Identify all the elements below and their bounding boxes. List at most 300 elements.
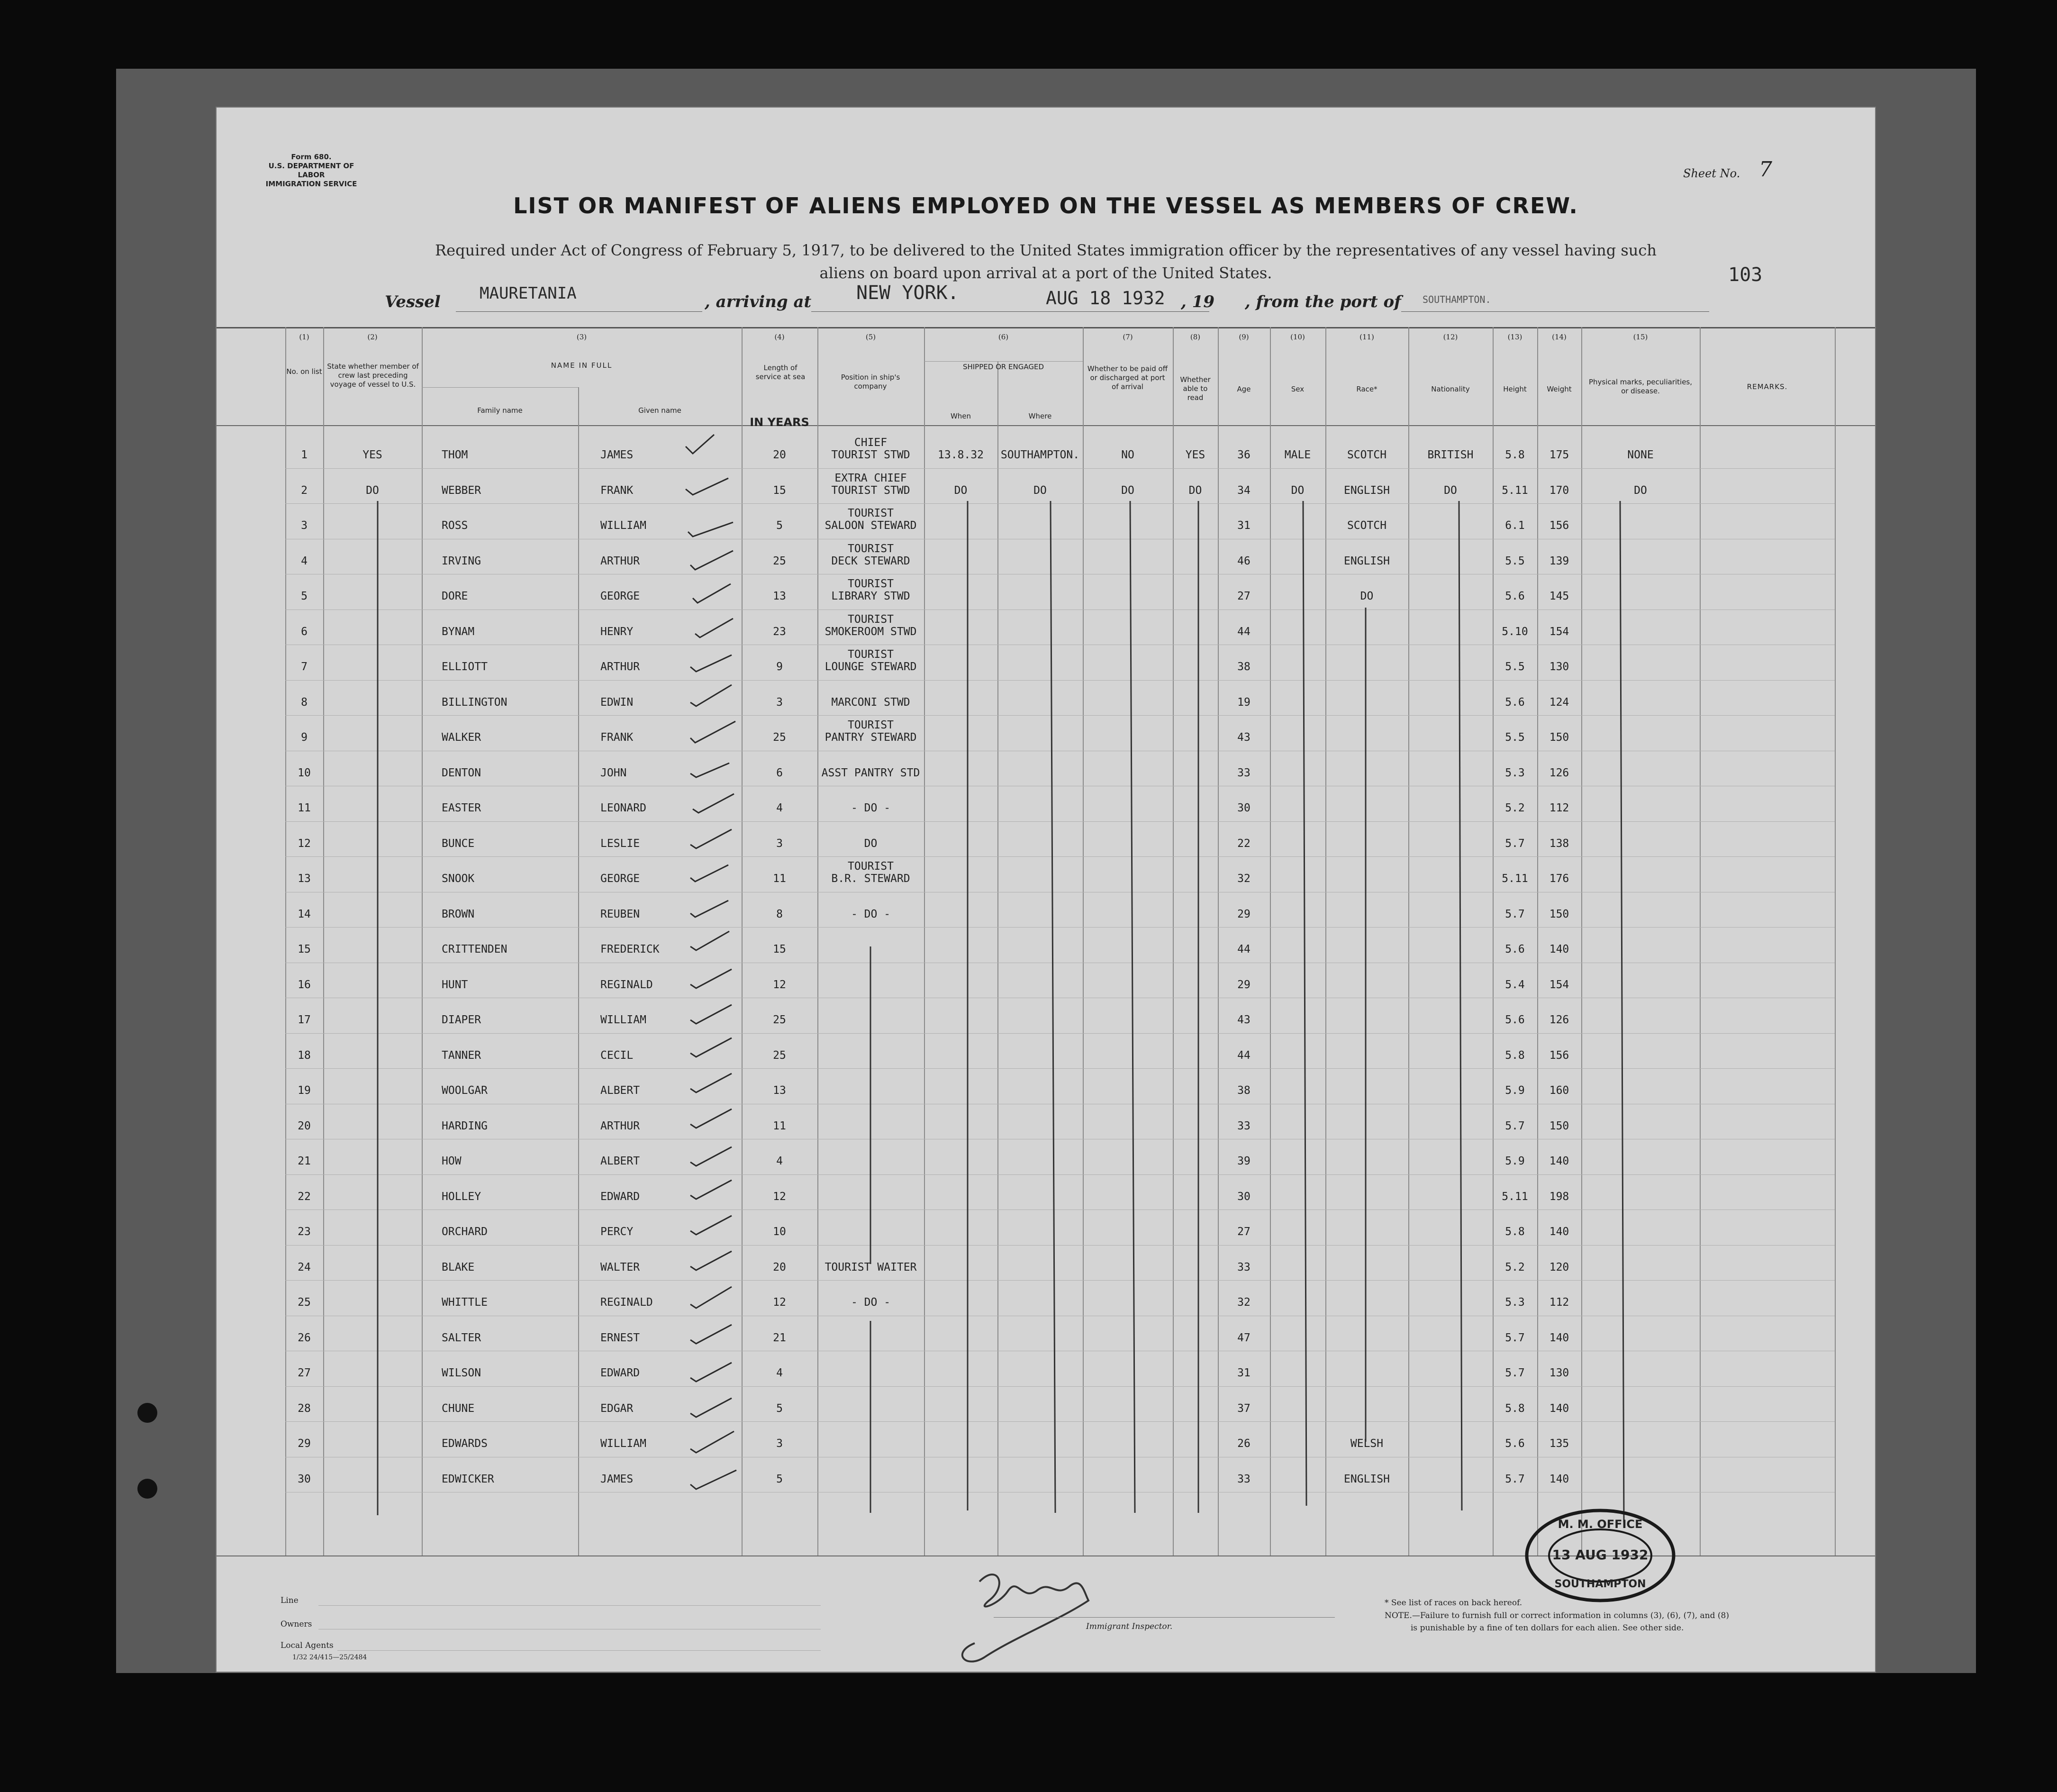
- cell-given: LEONARD: [600, 802, 646, 814]
- cell-years: 25: [773, 555, 786, 567]
- cell-years: 20: [773, 449, 786, 461]
- stamp-date: 13 AUG 1932: [1552, 1547, 1649, 1563]
- cell-no: 27: [298, 1367, 311, 1379]
- cell-when: 13.8.32: [938, 449, 984, 461]
- col-head-family: Family name: [477, 406, 523, 415]
- col-head-when: When: [950, 412, 971, 420]
- ditto-lines: [217, 108, 1875, 1672]
- cell-given: PERCY: [600, 1226, 634, 1238]
- cell-age: 29: [1237, 908, 1251, 920]
- inspector-label: Immigrant Inspector.: [1086, 1622, 1173, 1631]
- cell-given: FRANK: [600, 731, 634, 744]
- cell-race: ENGLISH: [1344, 1473, 1390, 1485]
- cell-race: DO: [1360, 590, 1374, 602]
- stamp-bottom: SOUTHAMPTON: [1554, 1578, 1646, 1590]
- cell-family: WEBBER: [442, 484, 481, 497]
- cell-position: TOURIST: [848, 578, 894, 590]
- cell-years: 3: [776, 696, 783, 709]
- cell-position: TOURIST: [848, 719, 894, 731]
- col-num-4: (4): [774, 333, 785, 341]
- cell-race: ENGLISH: [1344, 484, 1390, 497]
- col-head-no: No. on list: [286, 367, 322, 376]
- cell-years: 5: [776, 519, 783, 532]
- cell-family: BYNAM: [442, 625, 475, 638]
- cell-age: 32: [1237, 873, 1251, 885]
- cell-years: 3: [776, 1437, 783, 1450]
- cell-no: 22: [298, 1190, 311, 1203]
- cell-where: DO: [1033, 484, 1047, 497]
- col-head-sex: Sex: [1291, 385, 1305, 393]
- cell-family: HARDING: [442, 1119, 488, 1132]
- cell-where: SOUTHAMPTON.: [1000, 449, 1080, 461]
- cell-years: 15: [773, 484, 786, 497]
- cell-no: 30: [298, 1473, 311, 1485]
- cell-age: 29: [1237, 978, 1251, 991]
- cell-no: 7: [301, 661, 308, 673]
- cell-age: 19: [1237, 696, 1251, 709]
- cell-no: 18: [298, 1049, 311, 1062]
- cell-weight: 135: [1549, 1437, 1569, 1450]
- cell-given: FRANK: [600, 484, 634, 497]
- cell-read: DO: [1188, 484, 1202, 497]
- cell-height: 5.11: [1502, 1190, 1528, 1203]
- cell-position: DECK STEWARD: [831, 555, 910, 567]
- cell-weight: 156: [1549, 519, 1569, 532]
- cell-no: 14: [298, 908, 311, 920]
- col-num-10: (10): [1290, 333, 1305, 341]
- cell-position: LIBRARY STWD: [831, 590, 910, 602]
- cell-height: 5.3: [1505, 1296, 1525, 1309]
- office-stamp: [1524, 1508, 1676, 1603]
- cell-weight: 160: [1549, 1084, 1569, 1097]
- cell-age: 38: [1237, 661, 1251, 673]
- cell-given: ERNEST: [600, 1331, 640, 1344]
- col-num-14: (14): [1552, 333, 1567, 341]
- cell-weight: 140: [1549, 1402, 1569, 1415]
- cell-years: 6: [776, 766, 783, 779]
- cell-given: EDWARD: [600, 1190, 640, 1203]
- cell-years: 25: [773, 1014, 786, 1026]
- cell-position: ASST PANTRY STD: [821, 766, 920, 779]
- cell-weight: 156: [1549, 1049, 1569, 1062]
- cell-weight: 150: [1549, 731, 1569, 744]
- year-label: , 19: [1181, 292, 1214, 311]
- cell-family: SALTER: [442, 1331, 481, 1344]
- race-note: * See list of races on back hereof.: [1385, 1598, 1522, 1608]
- cell-weight: 140: [1549, 1226, 1569, 1238]
- cell-years: 4: [776, 1155, 783, 1167]
- cell-position: TOURIST STWD: [831, 449, 910, 461]
- cell-years: 10: [773, 1226, 786, 1238]
- cell-weight: 140: [1549, 1331, 1569, 1344]
- cell-age: 43: [1237, 731, 1251, 744]
- cell-position: TOURIST: [848, 860, 894, 873]
- cell-position: B.R. STEWARD: [831, 873, 910, 885]
- cell-age: 39: [1237, 1155, 1251, 1167]
- cell-weight: 140: [1549, 943, 1569, 955]
- cell-given: ALBERT: [600, 1084, 640, 1097]
- printer-code: 1/32 24/415—25/2484: [292, 1654, 367, 1661]
- cell-family: DORE: [442, 590, 468, 602]
- cell-years: 21: [773, 1331, 786, 1344]
- cell-years: 25: [773, 1049, 786, 1062]
- cell-sex: DO: [1291, 484, 1305, 497]
- cell-age: 27: [1237, 1226, 1251, 1238]
- cell-weight: 154: [1549, 625, 1569, 638]
- cell-race: SCOTCH: [1347, 449, 1387, 461]
- cell-paid: NO: [1121, 449, 1134, 461]
- cell-no: 23: [298, 1226, 311, 1238]
- cell-no: 20: [298, 1119, 311, 1132]
- form-number: Form 680.: [291, 153, 332, 161]
- cell-weight: 138: [1549, 837, 1569, 850]
- col-head-position: Position in ship's company: [841, 373, 900, 391]
- cell-family: CRITTENDEN: [442, 943, 507, 955]
- cell-family: EDWARDS: [442, 1437, 488, 1450]
- col-head-race: Race*: [1356, 385, 1377, 393]
- cell-position: - DO -: [851, 802, 891, 814]
- cell-no: 26: [298, 1331, 311, 1344]
- cell-nat: DO: [1444, 484, 1457, 497]
- cell-given: WILLIAM: [600, 1437, 646, 1450]
- cell-no: 9: [301, 731, 308, 744]
- cell-given: GEORGE: [600, 873, 640, 885]
- col-num-6: (6): [998, 333, 1009, 341]
- cell-age: 33: [1237, 1261, 1251, 1274]
- cell-height: 5.11: [1502, 484, 1528, 497]
- cell-years: 11: [773, 1119, 786, 1132]
- col-head-length: Length of service at sea: [755, 364, 806, 381]
- arriving-port: NEW YORK.: [856, 282, 959, 304]
- cell-family: TANNER: [442, 1049, 481, 1062]
- cell-age: 36: [1237, 449, 1251, 461]
- cell-height: 5.11: [1502, 873, 1528, 885]
- col-head-in-years: IN YEARS: [750, 416, 809, 429]
- col-head-shipped: SHIPPED OR ENGAGED: [962, 363, 1044, 371]
- cell-age: 31: [1237, 519, 1251, 532]
- cell-sex: MALE: [1284, 449, 1311, 461]
- cell-given: EDWIN: [600, 696, 634, 709]
- col-head-height: Height: [1503, 385, 1527, 393]
- cell-height: 5.4: [1505, 978, 1525, 991]
- cell-position: - DO -: [851, 1296, 891, 1309]
- stamp-top: M. M. OFFICE: [1558, 1518, 1643, 1531]
- cell-years: 4: [776, 1367, 783, 1379]
- cell-age: 33: [1237, 1473, 1251, 1485]
- cell-family: BLAKE: [442, 1261, 475, 1274]
- cell-weight: 150: [1549, 1119, 1569, 1132]
- cell-height: 6.1: [1505, 519, 1525, 532]
- cell-years: 15: [773, 943, 786, 955]
- cell-race: ENGLISH: [1344, 555, 1390, 567]
- binder-hole: [137, 1403, 157, 1423]
- cell-given: EDWARD: [600, 1367, 640, 1379]
- cell-age: 44: [1237, 625, 1251, 638]
- cell-weight: 120: [1549, 1261, 1569, 1274]
- cell-years: 4: [776, 802, 783, 814]
- cell-height: 5.9: [1505, 1084, 1525, 1097]
- cell-no: 12: [298, 837, 311, 850]
- cell-given: REUBEN: [600, 908, 640, 920]
- cell-given: WALTER: [600, 1261, 640, 1274]
- cell-family: DIAPER: [442, 1014, 481, 1026]
- cell-position: SALOON STEWARD: [825, 519, 917, 532]
- penalty-note-1: NOTE.—Failure to furnish full or correct information in columns (3), (6), (7), and (8): [1385, 1611, 1729, 1620]
- cell-family: IRVING: [442, 555, 481, 567]
- cell-given: CECIL: [600, 1049, 634, 1062]
- cell-years: 11: [773, 873, 786, 885]
- cell-family: WILSON: [442, 1367, 481, 1379]
- col-head-paid-off: Whether to be paid off or discharged at port of arrival: [1087, 364, 1168, 391]
- cell-height: 5.8: [1505, 1049, 1525, 1062]
- cell-age: 26: [1237, 1437, 1251, 1450]
- cell-years: 25: [773, 731, 786, 744]
- col-head-prev-voyage: State whether member of crew last preceding voyage of vessel to U.S.: [327, 362, 419, 389]
- cell-weight: 130: [1549, 661, 1569, 673]
- cell-position: TOURIST: [848, 542, 894, 555]
- cell-position: LOUNGE STEWARD: [825, 661, 917, 673]
- cell-years: 3: [776, 837, 783, 850]
- cell-weight: 112: [1549, 1296, 1569, 1309]
- cell-race: WELSH: [1350, 1437, 1384, 1450]
- cell-no: 10: [298, 766, 311, 779]
- cell-years: 5: [776, 1473, 783, 1485]
- cell-height: 5.7: [1505, 1473, 1525, 1485]
- cell-phys: NONE: [1627, 449, 1654, 461]
- cell-no: 25: [298, 1296, 311, 1309]
- cell-no: 17: [298, 1014, 311, 1026]
- cell-no: 28: [298, 1402, 311, 1415]
- cell-phys: DO: [1634, 484, 1647, 497]
- col-num-2: (2): [367, 333, 378, 341]
- col-head-nationality: Nationality: [1431, 385, 1470, 393]
- cell-weight: 140: [1549, 1155, 1569, 1167]
- cell-age: 37: [1237, 1402, 1251, 1415]
- cell-family: DENTON: [442, 766, 481, 779]
- col-num-3: (3): [576, 333, 587, 341]
- cell-no: 24: [298, 1261, 311, 1274]
- cell-given: REGINALD: [600, 1296, 653, 1309]
- cell-family: ROSS: [442, 519, 468, 532]
- cell-age: 22: [1237, 837, 1251, 850]
- cell-position: MARCONI STWD: [831, 696, 910, 709]
- cell-position: TOURIST: [848, 507, 894, 519]
- cell-no: 3: [301, 519, 308, 532]
- col-num-11: (11): [1359, 333, 1374, 341]
- cell-no: 13: [298, 873, 311, 885]
- col-num-13: (13): [1507, 333, 1522, 341]
- sheet-number-label: Sheet No.: [1683, 167, 1740, 180]
- cell-weight: 130: [1549, 1367, 1569, 1379]
- cell-height: 5.7: [1505, 1331, 1525, 1344]
- cell-no: 29: [298, 1437, 311, 1450]
- cell-age: 43: [1237, 1014, 1251, 1026]
- cell-family: ORCHARD: [442, 1226, 488, 1238]
- cell-when: DO: [954, 484, 968, 497]
- cell-age: 27: [1237, 590, 1251, 602]
- cell-family: WHITTLE: [442, 1296, 488, 1309]
- cell-race: SCOTCH: [1347, 519, 1387, 532]
- penalty-note-2: is punishable by a fine of ten dollars for each alien. See other side.: [1411, 1623, 1684, 1633]
- cell-age: 31: [1237, 1367, 1251, 1379]
- cell-weight: 150: [1549, 908, 1569, 920]
- cell-given: FREDERICK: [600, 943, 660, 955]
- cell-years: 8: [776, 908, 783, 920]
- arriving-label: , arriving at: [705, 292, 812, 311]
- cell-given: JOHN: [600, 766, 627, 779]
- subtitle-line-2: aliens on board upon arrival at a port of the United States.: [819, 264, 1272, 282]
- from-port: SOUTHAMPTON.: [1423, 294, 1491, 305]
- cell-given: HENRY: [600, 625, 634, 638]
- cell-years: 20: [773, 1261, 786, 1274]
- cell-family: SNOOK: [442, 873, 475, 885]
- cell-position: TOURIST WAITER: [825, 1261, 917, 1274]
- cell-given: WILLIAM: [600, 519, 646, 532]
- cell-weight: 175: [1549, 449, 1569, 461]
- page-number: 103: [1728, 264, 1763, 286]
- cell-position: EXTRA CHIEF: [834, 472, 907, 484]
- cell-weight: 126: [1549, 766, 1569, 779]
- cell-weight: 124: [1549, 696, 1569, 709]
- cell-family: HOW: [442, 1155, 462, 1167]
- cell-years: 5: [776, 1402, 783, 1415]
- cell-height: 5.8: [1505, 1226, 1525, 1238]
- col-head-remarks: REMARKS.: [1747, 382, 1788, 391]
- line-label: Line: [281, 1596, 299, 1605]
- col-head-read: Whether able to read: [1180, 375, 1211, 402]
- subtitle-line-1: Required under Act of Congress of February 5, 1917, to be delivered to the United States immigration officer by the representatives of any vessel having such: [435, 241, 1657, 259]
- cell-weight: 139: [1549, 555, 1569, 567]
- cell-no: 1: [301, 449, 308, 461]
- cell-family: WALKER: [442, 731, 481, 744]
- cell-height: 5.6: [1505, 590, 1525, 602]
- cell-weight: 126: [1549, 1014, 1569, 1026]
- cell-age: 33: [1237, 766, 1251, 779]
- cell-family: THOM: [442, 449, 468, 461]
- cell-given: ARTHUR: [600, 1119, 640, 1132]
- cell-age: 38: [1237, 1084, 1251, 1097]
- cell-prev: DO: [366, 484, 379, 497]
- vessel-name: MAURETANIA: [480, 284, 577, 303]
- binder-hole: [137, 1479, 157, 1499]
- cell-nat: BRITISH: [1427, 449, 1474, 461]
- cell-family: ELLIOTT: [442, 661, 488, 673]
- cell-years: 13: [773, 1084, 786, 1097]
- cell-position: SMOKEROOM STWD: [825, 625, 917, 638]
- cell-height: 5.6: [1505, 943, 1525, 955]
- cell-family: WOOLGAR: [442, 1084, 488, 1097]
- department: U.S. DEPARTMENT OF LABOR: [268, 162, 354, 179]
- cell-position: PANTRY STEWARD: [825, 731, 917, 744]
- manifest-sheet: [216, 107, 1876, 1673]
- cell-position: CHIEF: [854, 437, 888, 449]
- cell-height: 5.6: [1505, 1014, 1525, 1026]
- cell-family: EASTER: [442, 802, 481, 814]
- cell-family: BILLINGTON: [442, 696, 507, 709]
- col-num-15: (15): [1633, 333, 1648, 341]
- cell-age: 44: [1237, 943, 1251, 955]
- cell-height: 5.10: [1502, 625, 1528, 638]
- cell-height: 5.5: [1505, 555, 1525, 567]
- cell-age: 47: [1237, 1331, 1251, 1344]
- cell-age: 30: [1237, 802, 1251, 814]
- cell-position: TOURIST: [848, 648, 894, 661]
- from-port-label: , from the port of: [1245, 292, 1401, 311]
- cell-weight: 145: [1549, 590, 1569, 602]
- cell-family: EDWICKER: [442, 1473, 494, 1485]
- cell-position: - DO -: [851, 908, 891, 920]
- cell-given: JAMES: [600, 449, 634, 461]
- cell-given: ARTHUR: [600, 555, 640, 567]
- cell-age: 46: [1237, 555, 1251, 567]
- cell-given: GEORGE: [600, 590, 640, 602]
- cell-years: 12: [773, 1296, 786, 1309]
- cell-given: LESLIE: [600, 837, 640, 850]
- col-num-8: (8): [1190, 333, 1201, 341]
- cell-age: 30: [1237, 1190, 1251, 1203]
- cell-weight: 176: [1549, 873, 1569, 885]
- cell-given: ARTHUR: [600, 661, 640, 673]
- cell-weight: 198: [1549, 1190, 1569, 1203]
- cell-age: 33: [1237, 1119, 1251, 1132]
- page-title: LIST OR MANIFEST OF ALIENS EMPLOYED ON THE VESSEL AS MEMBERS OF CREW.: [513, 193, 1578, 218]
- cell-no: 11: [298, 802, 311, 814]
- cell-position: TOURIST STWD: [831, 484, 910, 497]
- cell-age: 34: [1237, 484, 1251, 497]
- cell-height: 5.8: [1505, 1402, 1525, 1415]
- cell-no: 8: [301, 696, 308, 709]
- cell-position: TOURIST: [848, 613, 894, 626]
- cell-no: 6: [301, 625, 308, 638]
- cell-family: BUNCE: [442, 837, 475, 850]
- cell-height: 5.5: [1505, 661, 1525, 673]
- cell-years: 13: [773, 590, 786, 602]
- vessel-label: Vessel: [385, 292, 441, 311]
- col-head-given: Given name: [638, 406, 681, 415]
- cell-family: HOLLEY: [442, 1190, 481, 1203]
- col-head-physical: Physical marks, peculiarities, or disease.: [1588, 378, 1693, 395]
- agents-label: Local Agents: [281, 1641, 334, 1650]
- cell-no: 21: [298, 1155, 311, 1167]
- col-num-7: (7): [1123, 333, 1133, 341]
- inspector-signature: [962, 1574, 1088, 1662]
- cell-no: 19: [298, 1084, 311, 1097]
- cell-height: 5.8: [1505, 449, 1525, 461]
- cell-weight: 112: [1549, 802, 1569, 814]
- col-head-name: NAME IN FULL: [551, 361, 613, 370]
- cell-no: 4: [301, 555, 308, 567]
- cell-height: 5.6: [1505, 1437, 1525, 1450]
- cell-given: EDGAR: [600, 1402, 634, 1415]
- cell-years: 12: [773, 978, 786, 991]
- cell-no: 16: [298, 978, 311, 991]
- cell-given: ALBERT: [600, 1155, 640, 1167]
- cell-height: 5.2: [1505, 802, 1525, 814]
- col-num-1: (1): [299, 333, 309, 341]
- cell-height: 5.3: [1505, 766, 1525, 779]
- cell-height: 5.7: [1505, 1367, 1525, 1379]
- cell-height: 5.2: [1505, 1261, 1525, 1274]
- cell-given: JAMES: [600, 1473, 634, 1485]
- col-num-9: (9): [1239, 333, 1249, 341]
- cell-weight: 170: [1549, 484, 1569, 497]
- col-head-where: Where: [1028, 412, 1052, 420]
- col-num-12: (12): [1443, 333, 1458, 341]
- cell-given: WILLIAM: [600, 1014, 646, 1026]
- col-head-weight: Weight: [1547, 385, 1572, 393]
- cell-no: 15: [298, 943, 311, 955]
- col-num-5: (5): [865, 333, 876, 341]
